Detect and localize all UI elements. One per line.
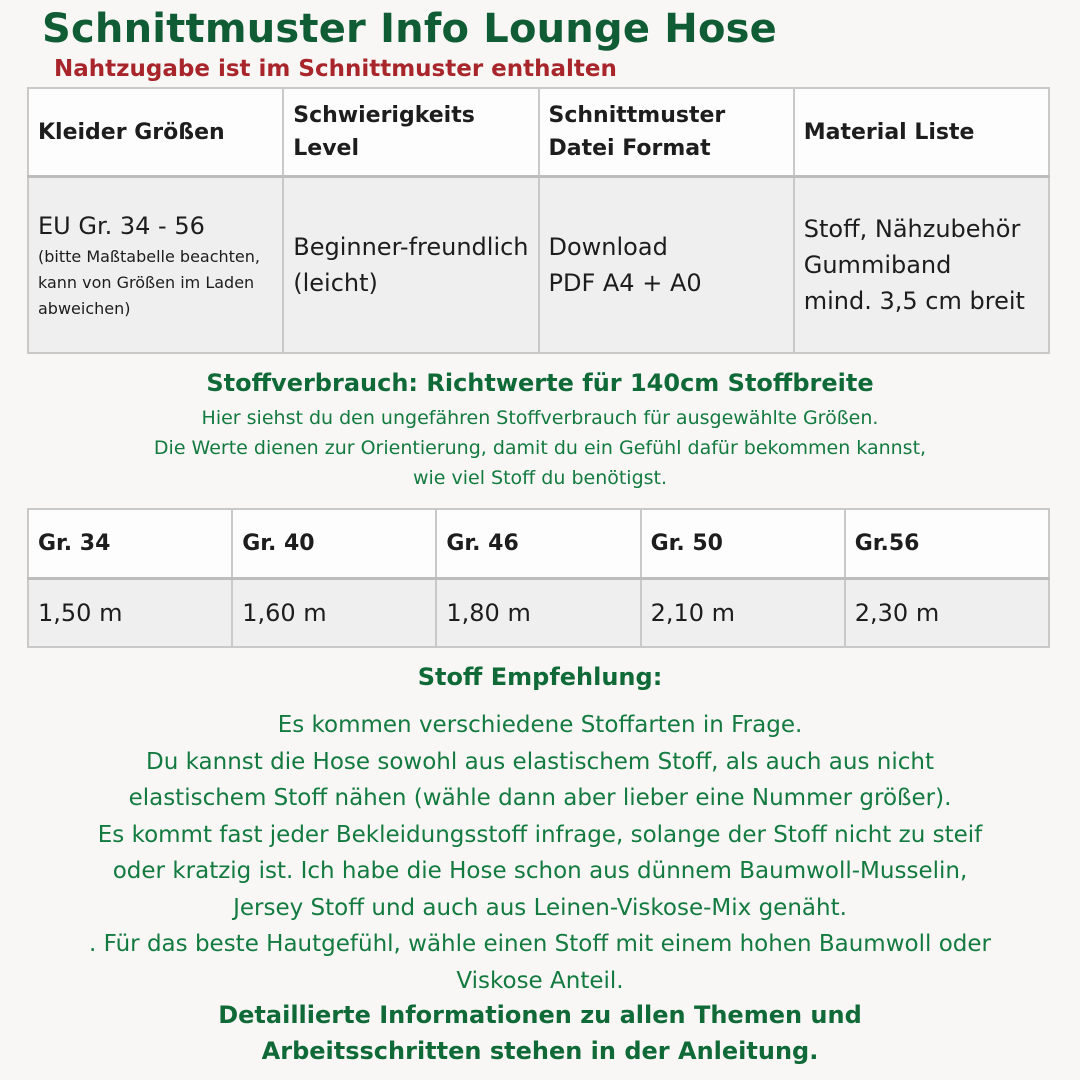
- header-material: Material Liste: [794, 88, 1049, 177]
- fabric-table-row: [28, 579, 1049, 648]
- material-line: Stoff, Nähzubehör: [803, 215, 1021, 243]
- page-title: Schnittmuster Info Lounge Hose: [42, 6, 777, 52]
- recommendation-line: Jersey Stoff und auch aus Leinen-Viskose-Mix genäht.: [233, 894, 847, 921]
- cell-level: Beginner-freundlich (leicht): [283, 177, 538, 354]
- header-format: Schnittmuster Datei Format: [539, 88, 794, 177]
- recommendation-line: . Für das beste Hautgefühl, wähle einen Stoff mit einem hohen Baumwoll oder: [89, 931, 991, 957]
- page-subtitle: Nahtzugabe ist im Schnittmuster enthalten: [54, 56, 617, 82]
- fabric-usage-description: [0, 403, 1080, 493]
- size-header: Gr. 46: [436, 509, 640, 579]
- amount-cell: 1,80 m: [436, 579, 640, 648]
- amount-cell: 1,50 m: [28, 579, 232, 648]
- recommendation-line: Es kommen verschiedene Stoffarten in Frage.: [277, 712, 803, 738]
- recommendation-title: Stoff Empfehlung:: [417, 663, 663, 691]
- footer-line: Arbeitsschritten stehen in der Anleitung.: [261, 1037, 819, 1065]
- format-line-2: PDF A4 + A0: [548, 269, 702, 297]
- size-header: Gr. 40: [232, 509, 436, 579]
- cell-sizes: [28, 177, 283, 354]
- header-sizes: Kleider Größen: [28, 88, 283, 177]
- fabric-table-header-row: [28, 509, 1049, 579]
- recommendation-line: elastischem Stoff nähen (wähle dann aber lieber eine Nummer größer).: [128, 785, 952, 811]
- sizes-main: EU Gr. 34 - 56: [38, 212, 205, 240]
- fabric-usage-table: [27, 508, 1050, 648]
- recommendation-line: Viskose Anteil.: [456, 967, 624, 994]
- info-table: [27, 87, 1050, 354]
- recommendation-line: Es kommt fast jeder Bekleidungsstoff infrage, solange der Stoff nicht zu steif: [97, 821, 983, 848]
- cell-format: [539, 177, 794, 354]
- amount-cell: 2,10 m: [641, 579, 845, 648]
- recommendation-line: Du kannst die Hose sowohl aus elastischem Stoff, als auch aus nicht: [146, 748, 934, 775]
- header-level: Schwierigkeits Level: [283, 88, 538, 177]
- info-table-row: [28, 177, 1049, 354]
- size-header: Gr. 34: [28, 509, 232, 579]
- footer-note: [0, 997, 1080, 1069]
- size-header: Gr.56: [845, 509, 1049, 579]
- recommendation-text: [0, 707, 1080, 999]
- material-line: mind. 3,5 cm breit: [803, 287, 1025, 315]
- format-line-1: Download: [548, 233, 668, 261]
- fabric-usage-title: Stoffverbrauch: Richtwerte für 140cm Stoffbreite: [206, 369, 874, 397]
- amount-cell: 2,30 m: [845, 579, 1049, 648]
- recommendation-line: oder kratzig ist. Ich habe die Hose schon aus dünnem Baumwoll-Musselin,: [112, 858, 968, 884]
- cell-material: [794, 177, 1049, 354]
- sizes-note: (bitte Maßtabelle beachten, kann von Größen im Laden abweichen): [38, 247, 260, 318]
- fabric-usage-line: wie viel Stoff du benötigst.: [412, 467, 668, 489]
- info-table-header-row: [28, 88, 1049, 177]
- fabric-usage-line: Hier siehst du den ungefähren Stoffverbrauch für ausgewählte Größen.: [201, 407, 879, 429]
- material-line: Gummiband: [803, 251, 952, 279]
- fabric-usage-line: Die Werte dienen zur Orientierung, damit du ein Gefühl dafür bekommen kannst,: [153, 437, 927, 459]
- amount-cell: 1,60 m: [232, 579, 436, 648]
- size-header: Gr. 50: [641, 509, 845, 579]
- footer-line: Detaillierte Informationen zu allen Themen und: [218, 1001, 862, 1029]
